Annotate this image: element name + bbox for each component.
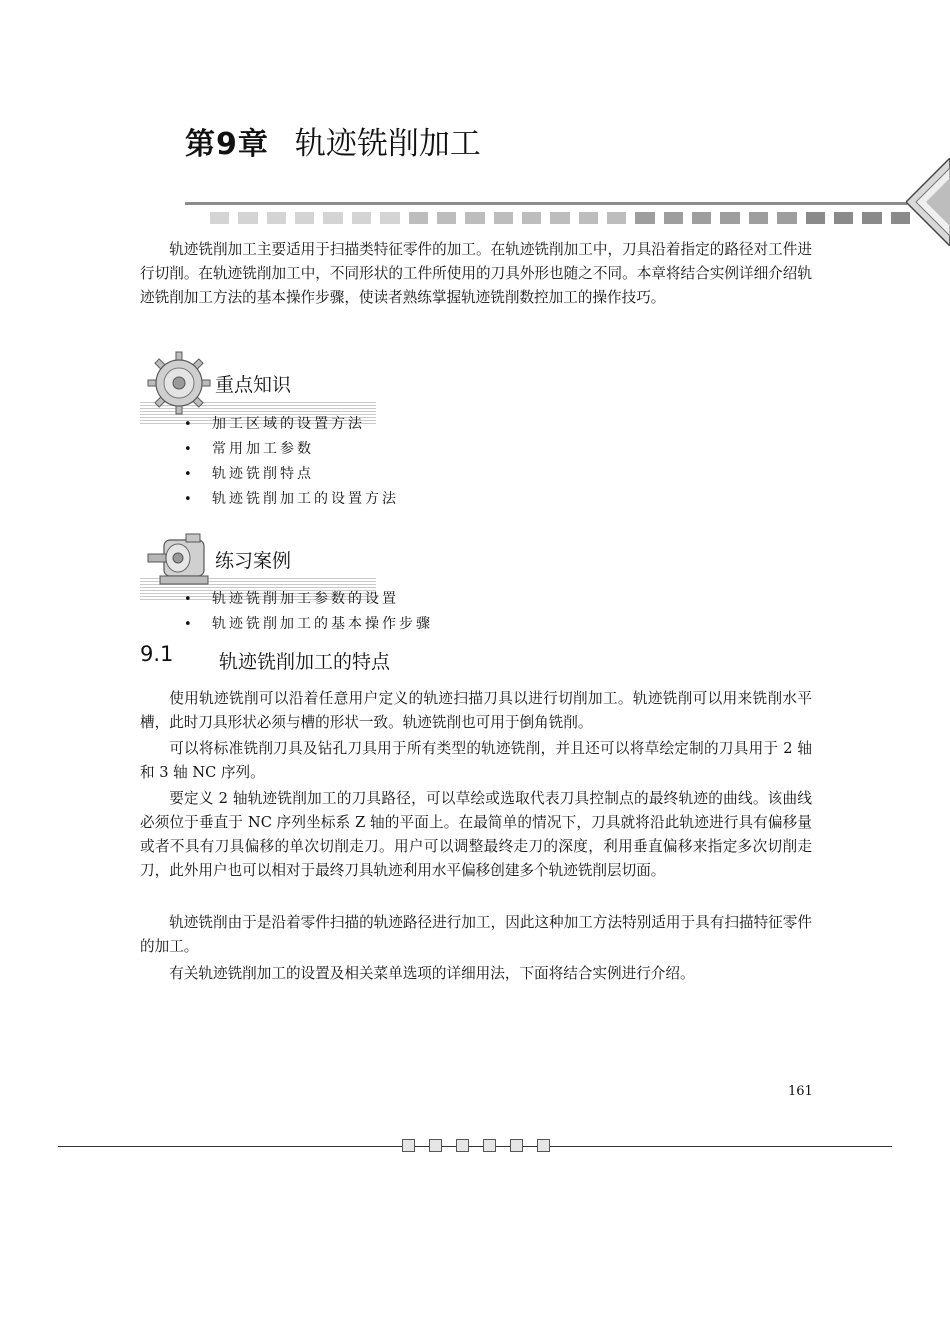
list-item: • 轨迹铣削加工的设置方法 bbox=[140, 487, 399, 512]
page-number: 161 bbox=[788, 1084, 813, 1099]
section-number: 9.1 bbox=[140, 642, 174, 666]
key-knowledge-list bbox=[140, 412, 399, 512]
practice-cases-list bbox=[140, 587, 433, 637]
intro-paragraph: 轨迹铣削加工主要适用于扫描类特征零件的加工。在轨迹铣削加工中，刀具沿着指定的路径对工件进行切削。在轨迹铣削加工中，不同形状的工件所使用的刀具外形也随之不同。本章将结合实例详细介绍轨迹铣削加工方法的基本操作步骤，使读者熟练掌握轨迹铣削数控加工的操作技巧。 bbox=[140, 241, 812, 306]
footer-ornament bbox=[402, 1139, 550, 1152]
decorative-dash-row bbox=[210, 212, 910, 224]
chapter-name: 轨迹铣削加工 bbox=[294, 126, 481, 162]
corner-arrow-icon bbox=[906, 158, 950, 246]
chapter-number: 第9章 bbox=[185, 127, 269, 162]
gear-icon bbox=[146, 350, 212, 416]
chapter-title bbox=[185, 118, 481, 163]
practice-cases-title: 练习案例 bbox=[215, 550, 292, 572]
list-item: • 轨迹铣削加工参数的设置 bbox=[140, 587, 433, 612]
section-paragraph: 可以将标准铣削刀具及钻孔刀具用于所有类型的轨迹铣削，并且还可以将草绘定制的刀具用于 2 轴和 3 轴 NC 序列。 bbox=[140, 740, 812, 781]
list-item: • 轨迹铣削加工的基本操作步骤 bbox=[140, 612, 433, 637]
section-title: 轨迹铣削加工的特点 bbox=[219, 651, 391, 673]
section-paragraph: 轨迹铣削由于是沿着零件扫描的轨迹路径进行加工，因此这种加工方法特别适用于具有扫描特征零件的加工。 bbox=[140, 914, 812, 955]
section-paragraph: 要定义 2 轴轨迹铣削加工的刀具路径，可以草绘或选取代表刀具控制点的最终轨迹的曲线。该曲线必须位于垂直于 NC 序列坐标系 Z 轴的平面上。在最简单的情况下，刀具就将沿此轨迹进行具有偏移量或者不具有刀具偏移的单次切削走刀。用户可以调整最终走刀的深度，利用垂直偏移来指定多次切削走刀，此外用户也可以相对于最终刀具轨迹利用水平偏移创建多个轨迹铣削层切面。 bbox=[140, 790, 812, 879]
list-item: • 轨迹铣削特点 bbox=[140, 462, 399, 487]
key-knowledge-title: 重点知识 bbox=[215, 374, 292, 396]
section-paragraph: 使用轨迹铣削可以沿着任意用户定义的轨迹扫描刀具以进行切削加工。轨迹铣削可以用来铣削水平槽，此时刀具形状必须与槽的形状一致。轨迹铣削也可用于倒角铣削。 bbox=[140, 690, 812, 731]
gearbox-icon bbox=[146, 526, 212, 592]
list-item: • 常用加工参数 bbox=[140, 437, 399, 462]
section-heading bbox=[140, 642, 391, 673]
section-paragraph: 有关轨迹铣削加工的设置及相关菜单选项的详细用法，下面将结合实例进行介绍。 bbox=[169, 965, 695, 982]
list-item: • 加工区域的设置方法 bbox=[140, 412, 399, 437]
title-rule bbox=[185, 202, 907, 205]
